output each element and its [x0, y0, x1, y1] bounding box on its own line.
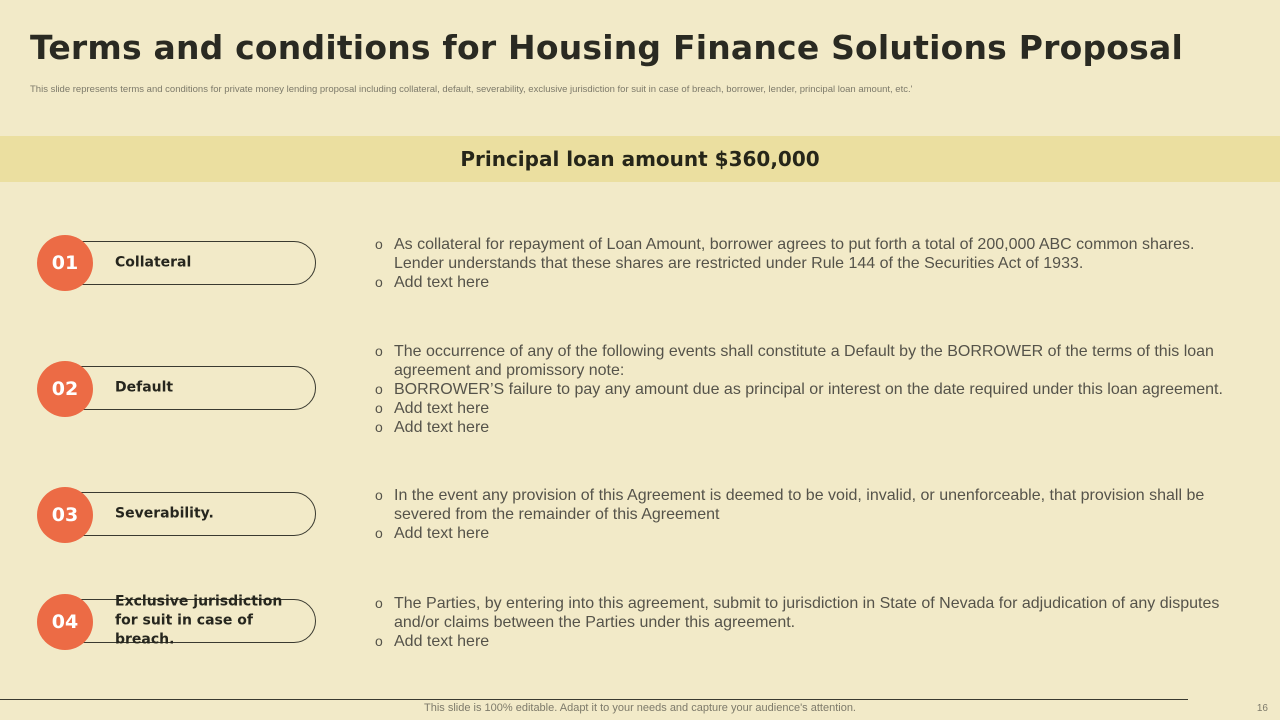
bullet-item: o In the event any provision of this Agreement is deemed to be void, invalid, or unenforceable, that provision shall be severed from the remainder of this Agreement	[375, 486, 1235, 524]
term-label: Exclusive jurisdiction for suit in case of breach.	[115, 593, 283, 648]
term-number-badge: 02	[37, 361, 93, 417]
term-label: Collateral	[115, 254, 192, 271]
principal-banner	[0, 136, 1280, 182]
term-number-badge: 04	[37, 594, 93, 650]
term-label: Default	[115, 379, 174, 396]
term-bullets	[375, 342, 1235, 437]
footer-note: This slide is 100% editable. Adapt it to your needs and capture your audience's attention.	[424, 702, 856, 714]
bullet-item: o Add text here	[375, 418, 1235, 437]
principal-banner-text: Principal loan amount $360,000	[460, 147, 820, 171]
bullet-item: o The occurrence of any of the following events shall constitute a Default by the BORROWER of the terms of this loan agreement and promissory note:	[375, 342, 1235, 380]
bullet-item: o BORROWER’S failure to pay any amount due as principal or interest on the date required under this loan agreement.	[375, 380, 1235, 399]
page-subtitle: This slide represents terms and conditions for private money lending proposal including collateral, default, severability, exclusive jurisdiction for suit in case of breach, borrower, lender, principal loan amount, etc.'	[30, 84, 913, 95]
term-label: Severability.	[115, 505, 214, 522]
bullet-item: o Add text here	[375, 524, 1235, 543]
term-bullets	[375, 486, 1235, 543]
bullet-item: o As collateral for repayment of Loan Amount, borrower agrees to put forth a total of 200,000 ABC common shares. Lender understands that these shares are restricted under Rule 144 of the Securities Act of 1933.	[375, 235, 1235, 273]
page-title: Terms and conditions for Housing Finance Solutions Proposal	[30, 28, 1183, 67]
bullet-item: o Add text here	[375, 632, 1235, 651]
bullet-item: o Add text here	[375, 273, 1235, 292]
term-bullets	[375, 235, 1235, 292]
footer-divider	[0, 699, 1188, 700]
page-number: 16	[1256, 703, 1268, 714]
term-number-badge: 01	[37, 235, 93, 291]
bullet-item: o The Parties, by entering into this agreement, submit to jurisdiction in State of Nevada for adjudication of any disputes and/or claims between the Parties under this agreement.	[375, 594, 1235, 632]
term-bullets	[375, 594, 1235, 651]
term-number-badge: 03	[37, 487, 93, 543]
bullet-item: o Add text here	[375, 399, 1235, 418]
